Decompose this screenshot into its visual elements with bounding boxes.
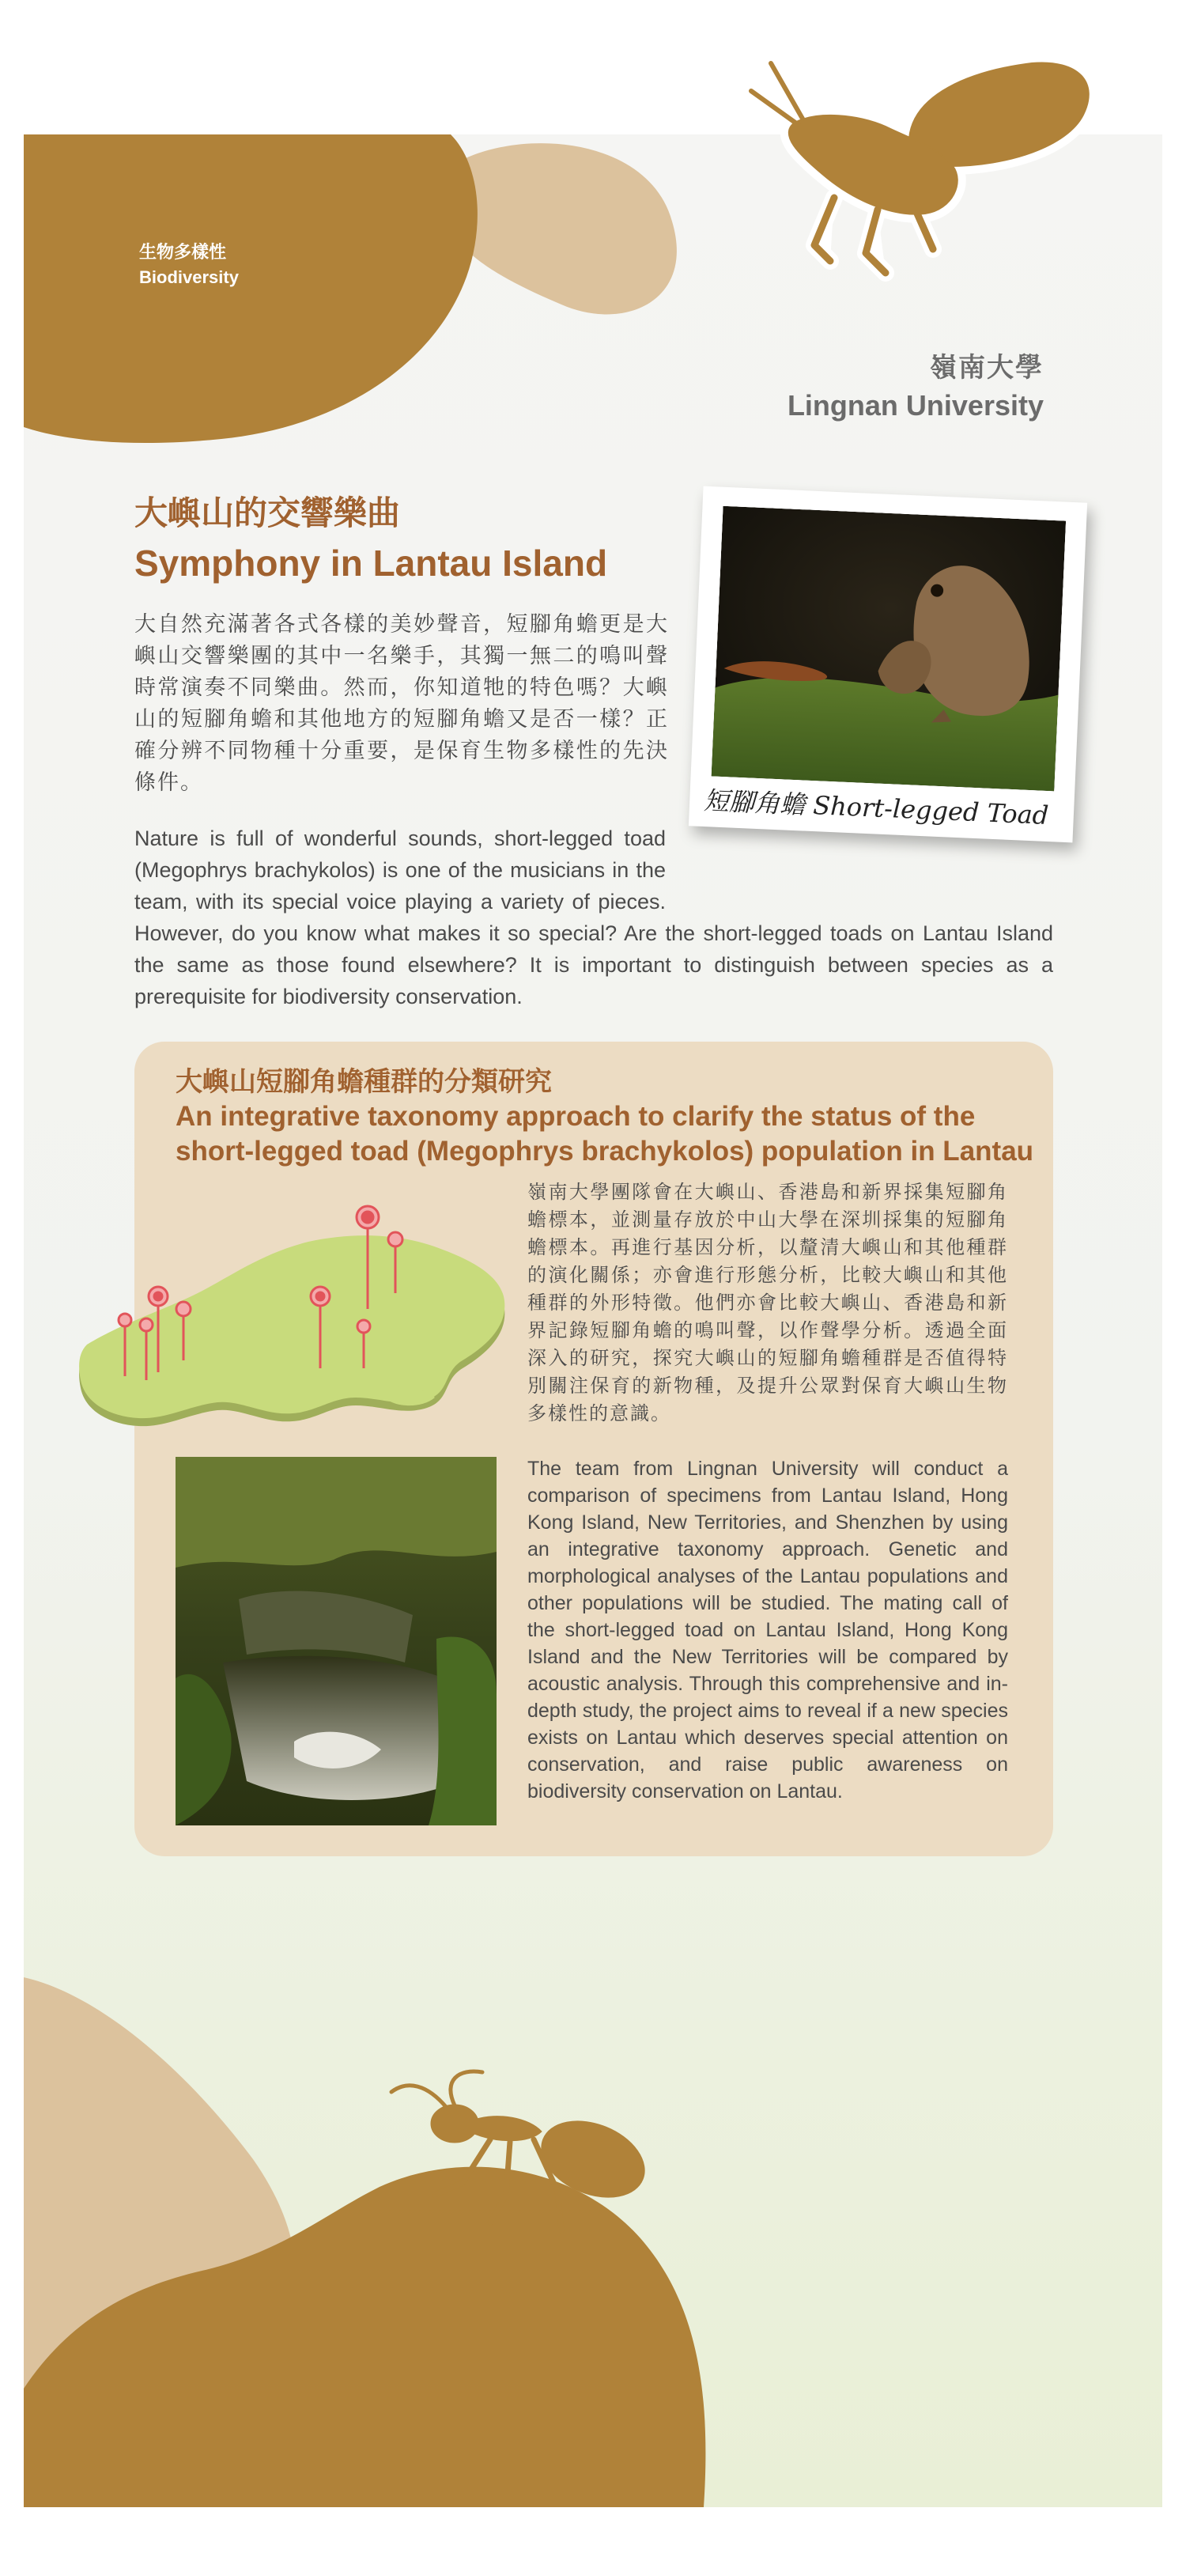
study-title-zh: 大嶼山短腳角蟾種群的分類研究 [176,1066,552,1098]
ant-icon [372,2064,648,2246]
intro-title-en: Symphony in Lantau Island [134,543,608,584]
toad-photo-caption: 短腳角蟾 Short-legged Toad [703,785,1050,831]
bee-icon [747,47,1107,285]
toad-polaroid [689,486,1087,843]
toad-photo [712,506,1067,792]
intro-body-zh: 大自然充滿著各式各樣的美妙聲音，短腳角蟾更是大嶼山交響樂團的其中一名樂手，其獨一無二的鳴叫聲時常演奏不同樂曲。然而，你知道牠的特色嗎？大嶼山的短腳角蟾和其他地方的短腳角蟾又是否一樣？正確分辨不同物種十分重要，是保育生物多樣性的先決條件。 [134,612,669,795]
university-name [788,348,1044,424]
category-label-en: Biodiversity [139,267,239,287]
brown-blob [24,134,478,443]
category-label [139,240,239,290]
study-body-zh: 嶺南大學團隊會在大嶼山、香港島和新界採集短腳角蟾標本，並測量存放於中山大學在深圳採集的短腳角蟾標本。再進行基因分析，以釐清大嶼山和其他種群的演化關係；亦會進行形態分析，比較大嶼山和其他種群的外形特徵。他們亦會比較大嶼山、香港島和新界記錄短腳角蟾的鳴叫聲，以作聲學分析。透過全面深入的研究，探究大嶼山的短腳角蟾種群是否值得特別關注保育的新物種，及提升公眾對保育大嶼山生物多樣性的意識。 [527,1181,1008,1424]
hong-kong-map [71,1190,514,1443]
intro-body-en-container [134,823,1053,1012]
study-body-en: The team from Lingnan University will conduct a comparison of specimens from Lantau Island, Hong Kong Island, New Territories, and Shenzhen by using an integrative taxonomy approach. Genetic and morphological analyses of the Lantau populations and other populations will be studied. The mating call of the short-legged toad on Lantau Island, Hong Kong Island and the New Territories will be compared by acoustic analysis. Through this comprehensive and in-depth study, the project aims to reveal if a new species exists on Lantau which deserves special attention on conservation, and raise public awareness on biodiversity conservation on Lantau. [527,1458,1008,1802]
forest-stream-photo [176,1457,497,1825]
light-tan-blob [443,143,677,314]
top-decorative-shapes [24,134,735,467]
intro-body-en: Nature is full of wonderful sounds, short-legged toad (Megophrys brachykolos) is one of the musicians in the team, with its special voice playing a variety of pieces. However, do you know what makes it so special? Are the short-legged toads on Lantau Island the same as those found elsewhere? It is important to distinguish between species as a prerequisite for biodiversity conservation. [134,827,1053,1008]
intro-title-zh: 大嶼山的交響樂曲 [134,494,401,532]
university-name-zh: 嶺南大學 [930,353,1044,383]
category-label-zh: 生物多樣性 [139,242,227,262]
university-name-en: Lingnan University [787,389,1044,422]
study-title-en: An integrative taxonomy approach to clarify the status of the short-legged toad (Megophrys brachykolos) population in Lantau [176,1101,1034,1167]
